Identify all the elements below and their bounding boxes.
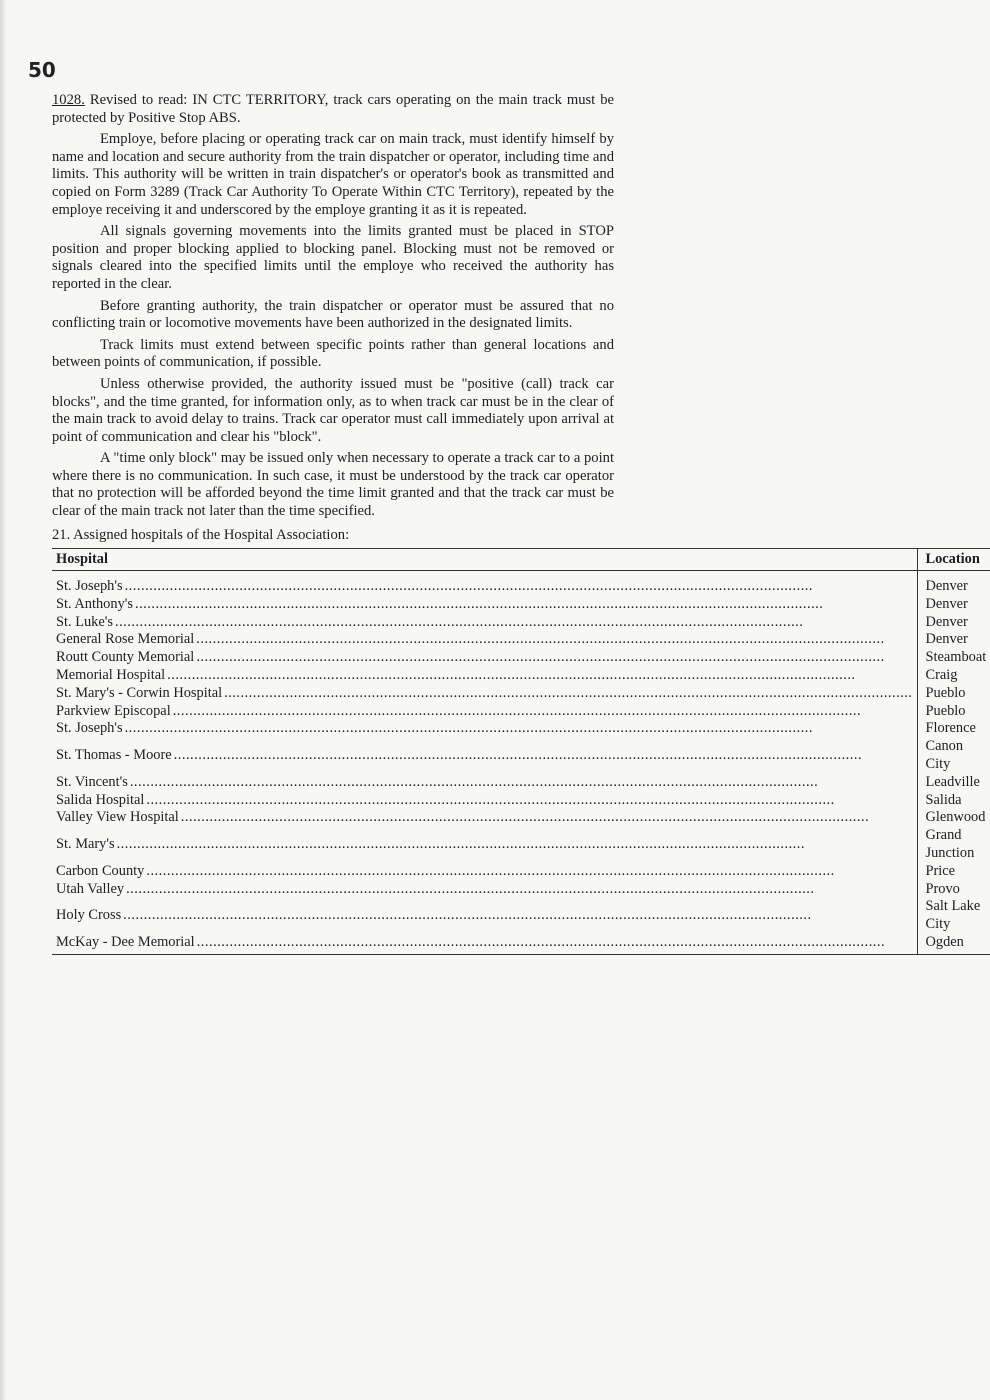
- hospital-name: St. Thomas - Moore: [56, 747, 172, 764]
- hospital-name-leader: [56, 614, 913, 632]
- hospital-cell: [52, 614, 917, 632]
- table-row: [52, 774, 990, 792]
- location-cell: Denver: [917, 596, 990, 614]
- dot-leader: [197, 934, 913, 952]
- hospital-name: St. Anthony's: [56, 595, 133, 612]
- location-cell: Florence: [917, 720, 990, 738]
- table-row: [52, 649, 990, 667]
- hospital-name: St. Joseph's: [56, 720, 123, 737]
- location-cell: Pueblo: [917, 685, 990, 703]
- location-cell: Canon City: [917, 738, 990, 774]
- hospital-name: Memorial Hospital: [56, 667, 166, 684]
- hospital-name: St. Mary's - Corwin Hospital: [56, 684, 223, 701]
- dot-leader: [173, 703, 913, 721]
- page-content: [52, 92, 987, 955]
- hospital-name-leader: [56, 578, 913, 596]
- location-cell: Salt Lake City: [917, 898, 990, 934]
- table-row: [52, 685, 990, 703]
- hospital-cell: [52, 738, 917, 774]
- hospital-name: St. Vincent's: [56, 773, 128, 790]
- hospital-name: St. Joseph's: [56, 578, 123, 595]
- rule-1028-intro: [52, 92, 614, 127]
- hospital-cell: [52, 809, 917, 827]
- rule-paragraph: Track limits must extend between specific points rather than general locations and between points of communication, if possible.: [52, 336, 614, 371]
- table-row: [52, 863, 990, 881]
- hospital-name-leader: [56, 720, 913, 738]
- location-cell: Pueblo: [917, 703, 990, 721]
- dot-leader: [167, 667, 912, 685]
- hospital-name: Carbon County: [56, 862, 145, 879]
- table-header-row: [52, 549, 990, 571]
- location-cell: Denver: [917, 614, 990, 632]
- hospital-name-leader: [56, 863, 913, 881]
- location-cell: Grand Junction: [917, 827, 990, 863]
- table-row: [52, 703, 990, 721]
- location-cell: Salida: [917, 792, 990, 810]
- dot-leader: [126, 881, 912, 899]
- hospital-cell: [52, 827, 917, 863]
- hospital-table: [52, 548, 990, 955]
- hospital-cell: [52, 720, 917, 738]
- hospital-cell: [52, 667, 917, 685]
- dot-leader: [125, 720, 913, 738]
- hospitals-heading: 21. Assigned hospitals of the Hospital Association:: [52, 526, 350, 543]
- hospital-name-leader: [56, 703, 913, 721]
- hospital-name-leader: [56, 649, 913, 667]
- rule-number: 1028.: [52, 92, 85, 108]
- hospital-name: Utah Valley: [56, 880, 125, 897]
- dot-leader: [130, 774, 913, 792]
- hospital-name-leader: [56, 881, 913, 899]
- page-edge-shadow: [0, 0, 6, 1400]
- table-row: [52, 596, 990, 614]
- hospital-name-leader: [56, 667, 913, 685]
- dot-leader: [174, 747, 913, 765]
- table-row: [52, 881, 990, 899]
- location-cell: Denver: [917, 631, 990, 649]
- dot-leader: [196, 631, 912, 649]
- hospital-cell: [52, 774, 917, 792]
- hospital-table-body: [52, 571, 990, 955]
- location-cell: Denver: [917, 571, 990, 596]
- hospital-name: General Rose Memorial: [56, 631, 195, 648]
- location-cell: Glenwood: [917, 809, 990, 827]
- hospital-cell: [52, 685, 917, 703]
- hospital-name-leader: [56, 631, 913, 649]
- hospital-cell: [52, 881, 917, 899]
- dot-leader: [146, 863, 912, 881]
- rule-paragraph: Unless otherwise provided, the authority issued must be "positive (call) track car blocks", and the time granted, for information only, as to when track car must be in the clear of the main track to avoid delay to trains. Track car operator must call immediately upon arrival at point of communication and clear his "block".: [52, 375, 614, 445]
- table-row: [52, 720, 990, 738]
- table-row: [52, 827, 990, 863]
- rule-intro-text: Revised to read: IN CTC TERRITORY, track cars operating on the main track must be protected by Positive Stop ABS.: [52, 92, 614, 126]
- dot-leader: [115, 614, 913, 632]
- table-row: [52, 792, 990, 810]
- page-number: 50: [28, 58, 56, 82]
- hospital-cell: [52, 703, 917, 721]
- hospital-name: Holy Cross: [56, 907, 122, 924]
- rule-paragraph: Before granting authority, the train dispatcher or operator must be assured that no conflicting train or locomotive movements have been authorized in the designated limits.: [52, 297, 614, 332]
- column-header-location: Location: [917, 549, 990, 571]
- dot-leader: [125, 578, 913, 596]
- table-row: [52, 738, 990, 774]
- hospital-cell: [52, 596, 917, 614]
- table-row: [52, 614, 990, 632]
- hospital-name-leader: [56, 792, 913, 810]
- rule-paragraph: A "time only block" may be issued only when necessary to operate a track car to a point where there is no communication. In such case, it must be understood by the track car operator that no protection will be afforded beyond the time limit granted and that the track car must be clear of the main track not later than the time specified.: [52, 450, 614, 520]
- dot-leader: [196, 649, 912, 667]
- rule-paragraph: Employe, before placing or operating track car on main track, must identify himself by name and location and secure authority from the train dispatcher or operator, including time and limits. This authority will be written in train dispatcher's or operator's book as transmitted and copied on Form 3289 (Track Car Authority To Operate Within CTC Territory), repeated by the employe receiving it and underscored by the employe granting it as it is repeated.: [52, 131, 614, 218]
- hospital-name-leader: [56, 747, 913, 765]
- dot-leader: [135, 596, 913, 614]
- hospital-cell: [52, 571, 917, 596]
- hospital-name: Routt County Memorial: [56, 649, 195, 666]
- hospital-name: Salida Hospital: [56, 791, 145, 808]
- hospital-name-leader: [56, 774, 913, 792]
- hospital-name-leader: [56, 907, 913, 925]
- location-cell: Price: [917, 863, 990, 881]
- table-row: [52, 934, 990, 954]
- hospital-name-leader: [56, 685, 913, 703]
- hospital-name-leader: [56, 596, 913, 614]
- table-row: [52, 631, 990, 649]
- hospital-name-leader: [56, 809, 913, 827]
- hospital-cell: [52, 863, 917, 881]
- table-row: [52, 667, 990, 685]
- hospital-cell: [52, 631, 917, 649]
- dot-leader: [181, 809, 913, 827]
- dot-leader: [117, 836, 913, 854]
- hospital-name: St. Luke's: [56, 613, 113, 630]
- location-cell: Provo: [917, 881, 990, 899]
- dot-leader: [123, 907, 912, 925]
- hospital-name: St. Mary's: [56, 836, 115, 853]
- table-row: [52, 571, 990, 596]
- hospital-cell: [52, 898, 917, 934]
- location-cell: Ogden: [917, 934, 990, 954]
- rule-paragraph: All signals governing movements into the limits granted must be placed in STOP position and proper blocking applied to blocking panel. Blocking must not be removed or signals cleared into the specified limits until the employe who received the authority has reported in the clear.: [52, 223, 614, 292]
- column-header-hospital: Hospital: [52, 549, 917, 571]
- hospital-name-leader: [56, 836, 913, 854]
- location-cell: Craig: [917, 667, 990, 685]
- table-row: [52, 898, 990, 934]
- location-cell: Leadville: [917, 774, 990, 792]
- hospital-name: Parkview Episcopal: [56, 702, 171, 719]
- hospital-name-leader: [56, 934, 913, 952]
- dot-leader: [146, 792, 912, 810]
- hospital-name: Valley View Hospital: [56, 809, 179, 826]
- location-cell: Steamboat: [917, 649, 990, 667]
- table-row: [52, 809, 990, 827]
- dot-leader: [224, 685, 912, 703]
- hospital-cell: [52, 649, 917, 667]
- hospital-cell: [52, 934, 917, 954]
- hospital-cell: [52, 792, 917, 810]
- hospital-name: McKay - Dee Memorial: [56, 933, 195, 950]
